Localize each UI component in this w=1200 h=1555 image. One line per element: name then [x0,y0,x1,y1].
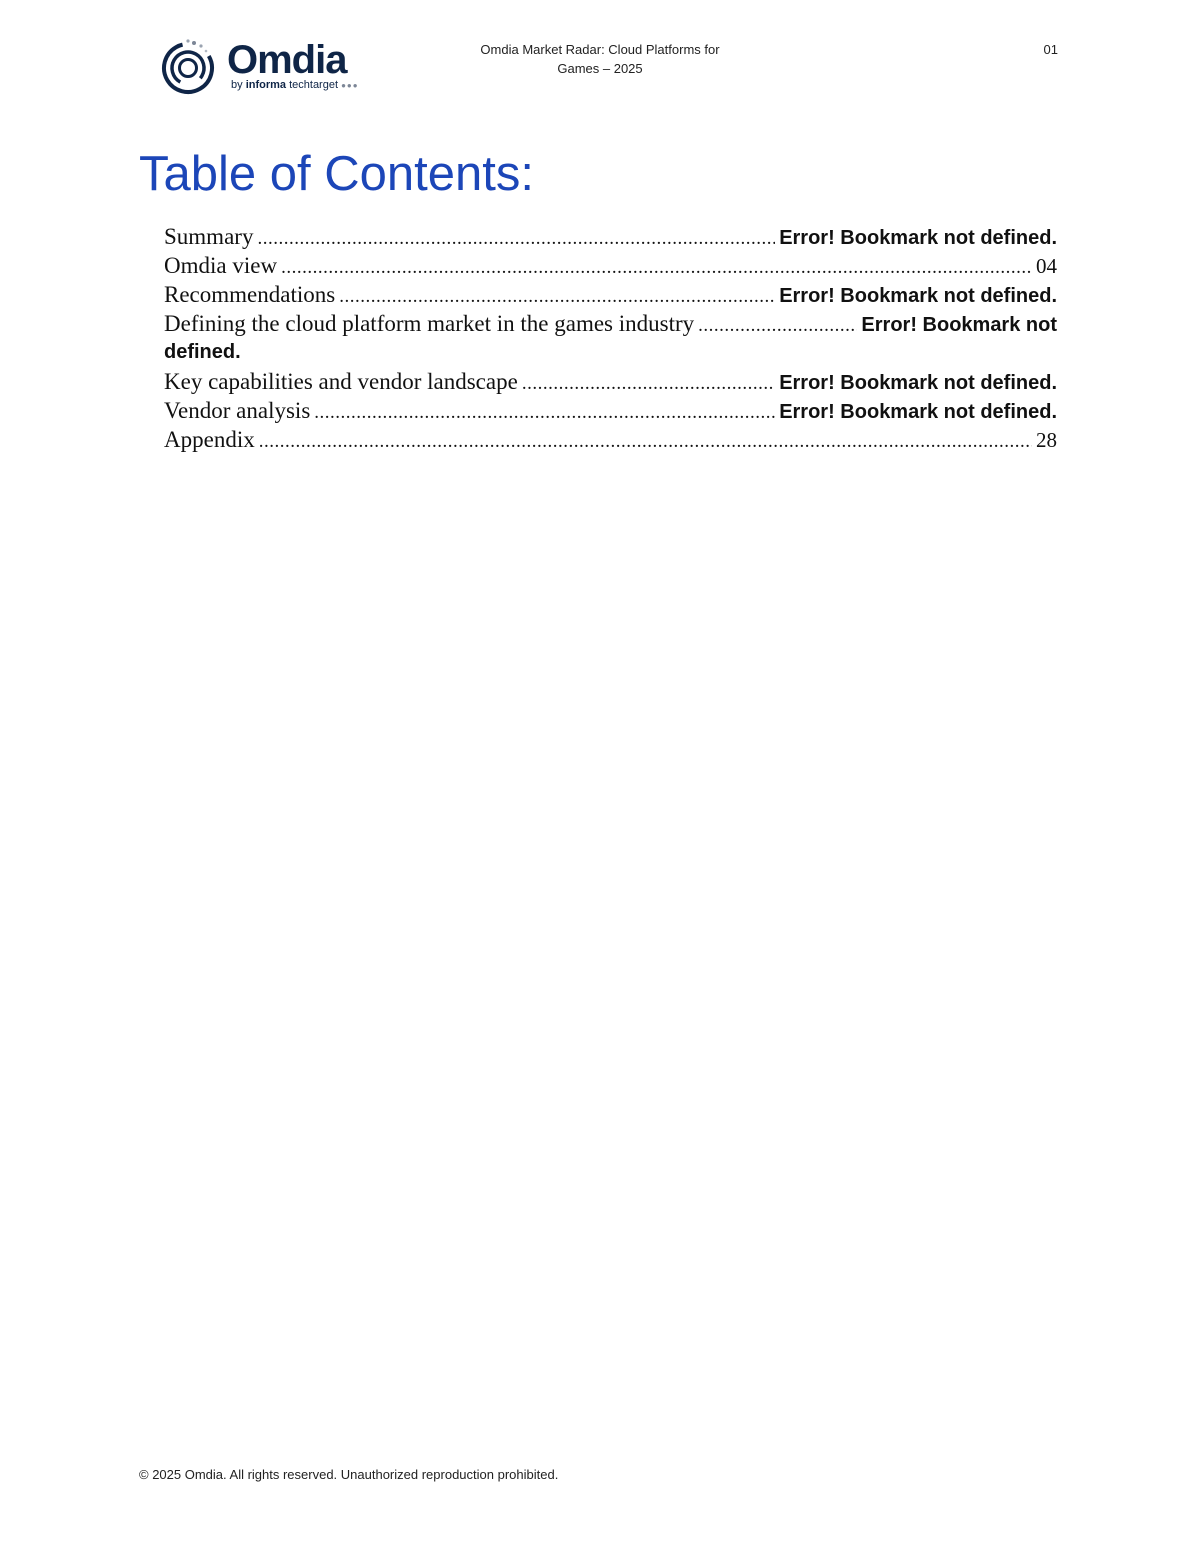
toc-entry-vendor-analysis[interactable] [164,396,1057,425]
document-title [440,40,760,78]
toc-entry-omdia-view[interactable] [164,251,1057,280]
omdia-logo-icon [161,38,221,96]
toc-entry-title: Recommendations [164,282,336,307]
toc-leader [339,282,775,311]
document-title-line1: Omdia Market Radar: Cloud Platforms for [480,42,720,57]
toc-entry-page: Error! Bookmark not defined. [779,285,1057,307]
toc-entry-recommendations[interactable] [164,280,1057,309]
toc-leader [281,253,1032,282]
logo-byline-brand: informa [245,79,287,91]
logo-byline-prefix: by [231,79,243,91]
table-of-contents [164,222,1057,454]
toc-entry-title: Summary [164,224,254,249]
toc-entry-page-continued: defined. [164,341,241,363]
toc-entry-appendix[interactable] [164,425,1057,454]
toc-entry-title: Appendix [164,427,255,452]
page-number: 01 [1043,42,1058,57]
logo-byline-suffix: techtarget [289,79,339,91]
toc-entry-defining-market[interactable] [164,309,1057,367]
toc-leader [259,427,1032,456]
toc-entry-title: Vendor analysis [164,398,311,423]
toc-leader [698,311,857,340]
toc-entry-title: Defining the cloud platform market in the games industry [164,311,695,336]
toc-entry-page: Error! Bookmark not defined. [779,372,1057,394]
toc-heading: Table of Contents: [139,147,534,201]
toc-leader [522,369,775,398]
omdia-wordmark: Omdia [227,38,347,82]
logo-byline [231,78,359,93]
toc-entry-page: Error! Bookmark not defined. [779,401,1057,423]
toc-entry-title: Omdia view [164,253,278,278]
document-title-line2: Games – 2025 [557,61,643,76]
toc-entry-page: Error! Bookmark not defined. [779,227,1057,249]
toc-entry-key-capabilities[interactable] [164,367,1057,396]
omdia-logo [161,38,361,96]
toc-entry-page: 28 [1036,428,1057,452]
toc-leader [257,224,775,253]
toc-entry-page: Error! Bookmark not [861,314,1057,336]
toc-entry-title: Key capabilities and vendor landscape [164,369,518,394]
toc-leader [314,398,775,427]
logo-dots-icon: ●●● [341,81,359,90]
toc-entry-page: 04 [1036,254,1057,278]
copyright-footer: © 2025 Omdia. All rights reserved. Unauthorized reproduction prohibited. [139,1467,559,1482]
toc-entry-summary[interactable] [164,222,1057,251]
